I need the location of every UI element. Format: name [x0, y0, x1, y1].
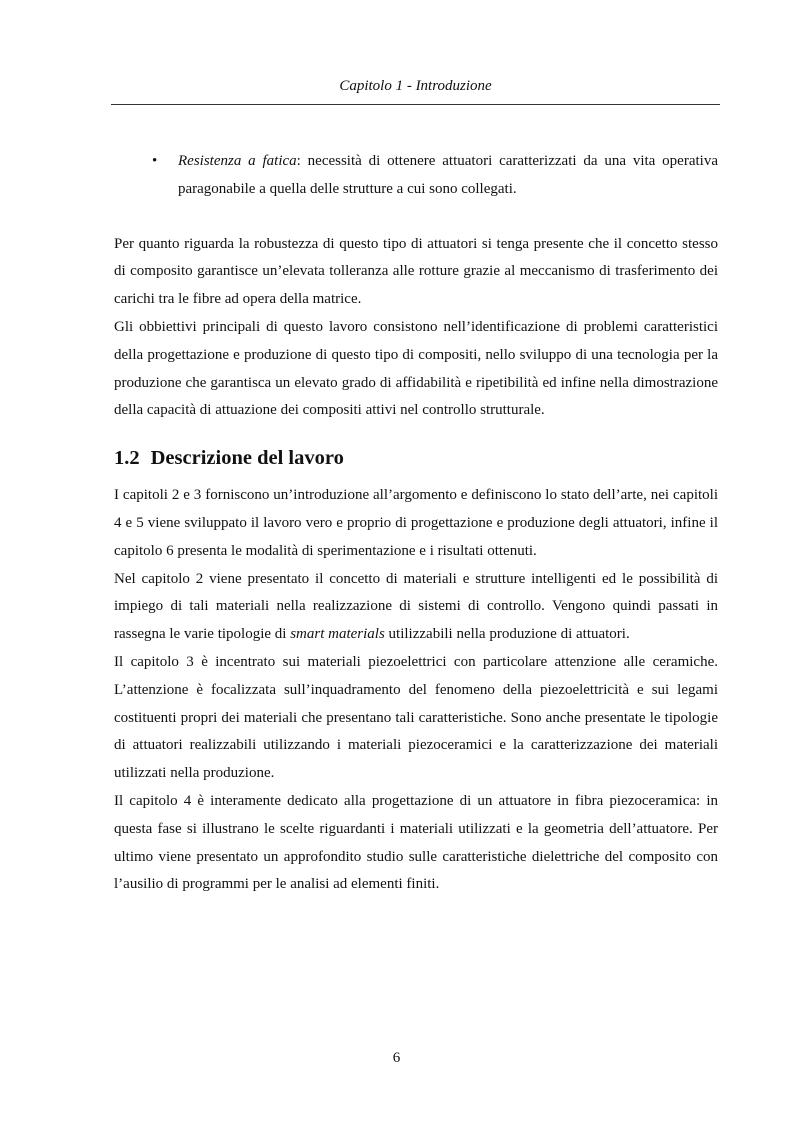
paragraph-chapter-2-text-b: utilizzabili nella produzione di attuatori. [384, 626, 630, 643]
page-body [114, 148, 718, 899]
bullet-icon: • [152, 153, 158, 169]
paragraph-robustness: Per quanto riguarda la robustezza di questo tipo di attuatori si tenga presente che il concetto stesso di composito garantisce un’elevata tolleranza alle rotture grazie al meccanismo di trasferimento dei carichi tra le fibre ad opera della matrice. [114, 235, 718, 308]
bullet-text: : necessità di ottenere attuatori caratterizzati da una vita operativa paragonabile a quella delle strutture a cui sono collegati. [178, 153, 718, 197]
running-header: Capitolo 1 - Introduzione [339, 78, 492, 94]
bullet-list [114, 148, 718, 204]
bullet-term: Resistenza a fatica [178, 153, 297, 169]
paragraph-objectives: Gli obbiettivi principali di questo lavoro consistono nell’identificazione di problemi caratteristici della progettazione e produzione di questo tipo di compositi, nello sviluppo di una tecnologia per la produzione che garantisca un elevato grado di affidabilità e ripetibilità ed infine nella dimostrazione della capacità di attuazione dei compositi attivi nel controllo strutturale. [114, 318, 718, 419]
smart-materials-term: smart materials [290, 626, 385, 643]
paragraph-chapter-3: Il capitolo 3 è incentrato sui materiali piezoelettrici con particolare attenzione alle ceramiche. L’attenzione è focalizzata sull’inquadramento del fenomeno della piezoelettricità e sui legami costituenti propri dei materiali che presentano tali caratteristiche. Sono anche presentate le tipologie di attuatori realizzabili utilizzando i materiali piezoceramici e la caratterizzazione dei materiali utilizzati nella produzione. [114, 653, 718, 782]
section-title: Descrizione del lavoro [150, 447, 344, 470]
paragraph-chapter-4: Il capitolo 4 è interamente dedicato alla progettazione di un attuatore in fibra piezoceramica: in questa fase si illustrano le scelte riguardanti i materiali utilizzati e la geometria dell’attuatore. Per ultimo viene presentato un approfondito studio sulle caratteristiche dielettriche del composito con l’ausilio di programmi per le analisi ad elementi finiti. [114, 792, 718, 893]
paragraph-chapter-2-text-a: Nel capitolo 2 viene presentato il concetto di materiali e strutture intelligenti ed le possibilità di impiego di tali materiali nella realizzazione di sistemi di controllo. Vengono quindi passati in rassegna le varie tipologie di [114, 570, 718, 643]
paragraph-chapters-overview: I capitoli 2 e 3 forniscono un’introduzione all’argomento e definiscono lo stato dell’arte, nei capitoli 4 e 5 viene sviluppato il lavoro vero e proprio di progettazione e produzione degli attuatori, infine il capitolo 6 presenta le modalità di sperimentazione e i risultati ottenuti. [114, 487, 718, 559]
section-heading [114, 441, 718, 475]
section-number: 1.2 [114, 447, 140, 470]
bullet-item-fatigue-resistance [114, 148, 718, 204]
header-rule [111, 104, 720, 105]
paragraph-chapter-2 [114, 566, 718, 649]
page-number: 6 [392, 1050, 401, 1066]
